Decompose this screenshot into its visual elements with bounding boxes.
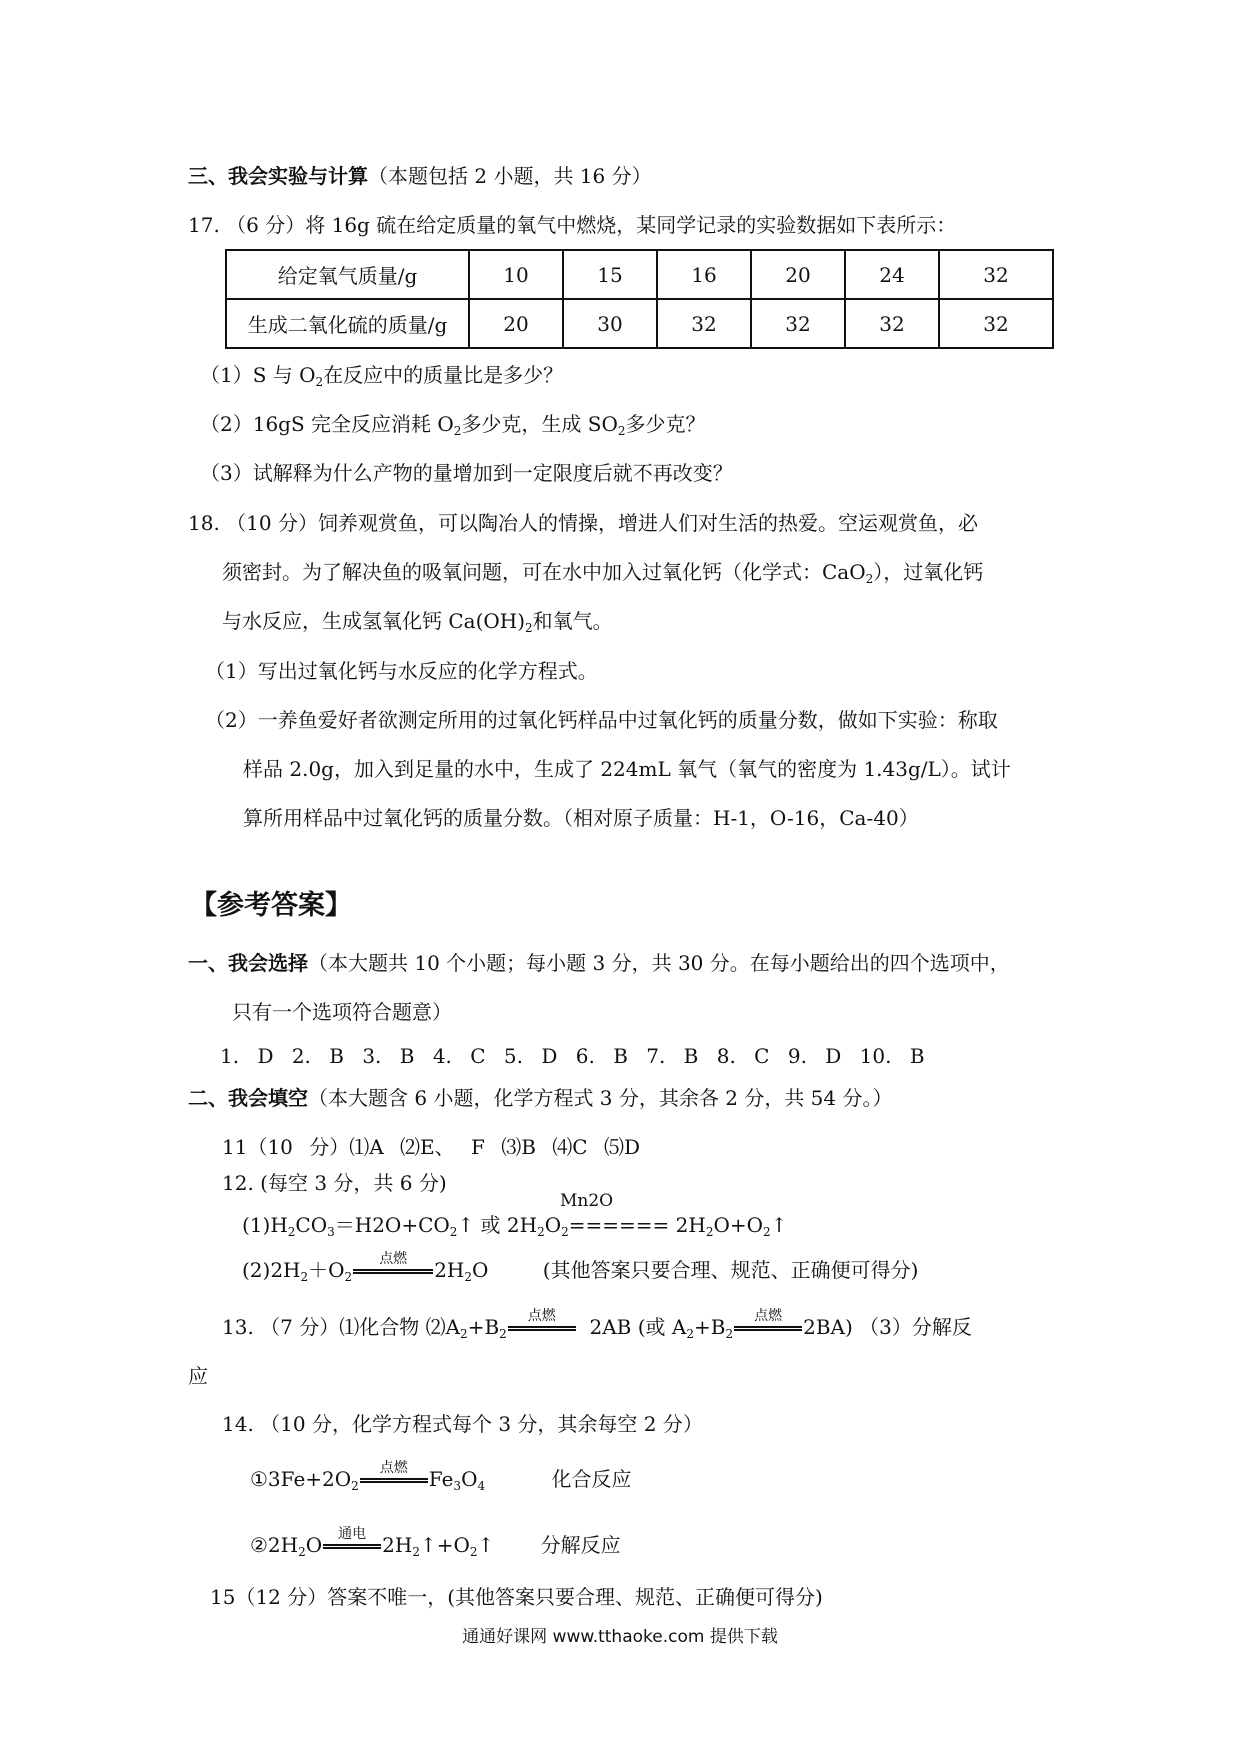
section-3-note: （本题包括 2 小题，共 16 分）: [368, 164, 652, 188]
condition-bar: 点燃: [360, 1478, 428, 1483]
section-3-heading-line: [188, 163, 652, 189]
table-cell-label: 给定氧气质量/g: [226, 250, 469, 299]
table-cell: 32: [845, 299, 939, 348]
answers-section-1-line-2: 只有一个选项符合题意）: [232, 1000, 452, 1024]
answer-14-eq-2: $②2H_2O$ 通电 $2H_2↑+O_2↑$ 分解反应: [250, 1526, 621, 1559]
answer-12-line-1: $(1)H_2CO_3=H2O+CO_2↑$ 或 $2H_2O_2======$ $2H_2O+O_2↑$: [242, 1213, 788, 1239]
answer-12-head: 12. (每空 3 分，共 6 分): [222, 1171, 447, 1195]
table-cell: 32: [751, 299, 845, 348]
answers-section-2-line: 二、我会填空（本大题含 6 小题，化学方程式 3 分，其余各 2 分，共 54 分。）: [188, 1086, 893, 1110]
table-cell: 20: [469, 299, 563, 348]
condition-bar: 点燃: [353, 1269, 433, 1274]
q18-stem-line-2: 须密封。为了解决鱼的吸氧问题，可在水中加入过氧化钙（化学式：CaO$_2$），过氧化钙: [222, 560, 984, 586]
condition-bar: 点燃: [734, 1326, 802, 1331]
answer-12-note: (其他答案只要合理、规范、正确便可得分): [542, 1258, 919, 1282]
table-cell: 32: [939, 299, 1053, 348]
answer-12-line-2: $(2)2H_2+O_2$ 点燃 $2H_2O$ (其他答案只要合理、规范、正确便可得分): [242, 1251, 919, 1284]
q18-part-2-line-1: （2）一养鱼爱好者欲测定所用的过氧化钙样品中过氧化钙的质量分数，做如下实验：称取: [205, 708, 998, 732]
table-cell: 32: [657, 299, 751, 348]
page-footer: 通通好课网 www.tthaoke.com 提供下载: [462, 1627, 778, 1647]
q18-part-2-line-2: 样品 2.0g，加入到足量的水中，生成了 224mL 氧气（氧气的密度为 1.43g/L）。试计: [243, 757, 1011, 781]
answers-title: 【参考答案】: [190, 890, 352, 921]
table-cell: 30: [563, 299, 657, 348]
table-row: [226, 250, 1053, 299]
answers-section-1-line-1: 一、我会选择（本大题共 10 个小题；每小题 3 分，共 30 分。在每小题给出的四个选项中，: [188, 951, 1010, 975]
q17-part-1: （1）S 与 $O_2$在反应中的质量比是多少？: [200, 363, 564, 389]
answer-11: 11（10 分）⑴A ⑵E、 F ⑶B ⑷C ⑸D: [222, 1135, 640, 1159]
q18-stem-line-3: 与水反应，生成氢氧化钙 $Ca(OH)_2$和氧气。: [222, 609, 613, 635]
table-cell: 15: [563, 250, 657, 299]
q17-part-2: （2）16gS 完全反应消耗 $O_2$多少克，生成 $SO_2$多少克？: [200, 412, 706, 438]
condition-bar: 通电: [323, 1544, 381, 1549]
answer-14-head: 14. （10 分，化学方程式每个 3 分，其余每空 2 分）: [222, 1412, 703, 1436]
q18-part-1: （1）写出过氧化钙与水反应的化学方程式。: [205, 659, 598, 683]
table-cell: 24: [845, 250, 939, 299]
table-cell-label: 生成二氧化硫的质量/g: [226, 299, 469, 348]
q17-stem: 17. （6 分）将 16g 硫在给定质量的氧气中燃烧，某同学记录的实验数据如下表所示：: [188, 213, 957, 237]
answer-13: 13. （7 分）⑴化合物 $⑵A_2+B_2$ 点燃 2AB (或 $A_2+B_2$ 点燃 2BA) （3）分解反: [222, 1308, 972, 1341]
table-cell: 20: [751, 250, 845, 299]
answer-13-wrap: 应: [188, 1364, 208, 1388]
q17-data-table: [225, 249, 1054, 349]
answer-15: 15（12 分）答案不唯一，(其他答案只要合理、规范、正确便可得分): [210, 1585, 823, 1609]
condition-bar: 点燃: [508, 1326, 576, 1331]
q17-part-3: （3）试解释为什么产物的量增加到一定限度后就不再改变？: [200, 461, 733, 485]
section-3-heading: 三、我会实验与计算: [188, 164, 368, 188]
q18-stem-line-1: 18. （10 分）饲养观赏鱼，可以陶冶人的情操，增进人们对生活的热爱。空运观赏鱼，必: [188, 511, 978, 535]
table-cell: 10: [469, 250, 563, 299]
answer-14-eq-1: $①3Fe+2O_2$ 点燃 $Fe_3O_4$ 化合反应: [250, 1460, 632, 1493]
table-cell: 32: [939, 250, 1053, 299]
table-cell: 16: [657, 250, 751, 299]
answer-12-catalyst: Mn2O: [560, 1191, 614, 1211]
table-row: [226, 299, 1053, 348]
q18-part-2-line-3: 算所用样品中过氧化钙的质量分数。（相对原子质量：H-1，O-16，Ca-40）: [243, 806, 919, 830]
answers-choices: 1. D 2. B 3. B 4. C 5. D 6. B 7. B 8. C 9. D 10. B: [220, 1044, 925, 1068]
